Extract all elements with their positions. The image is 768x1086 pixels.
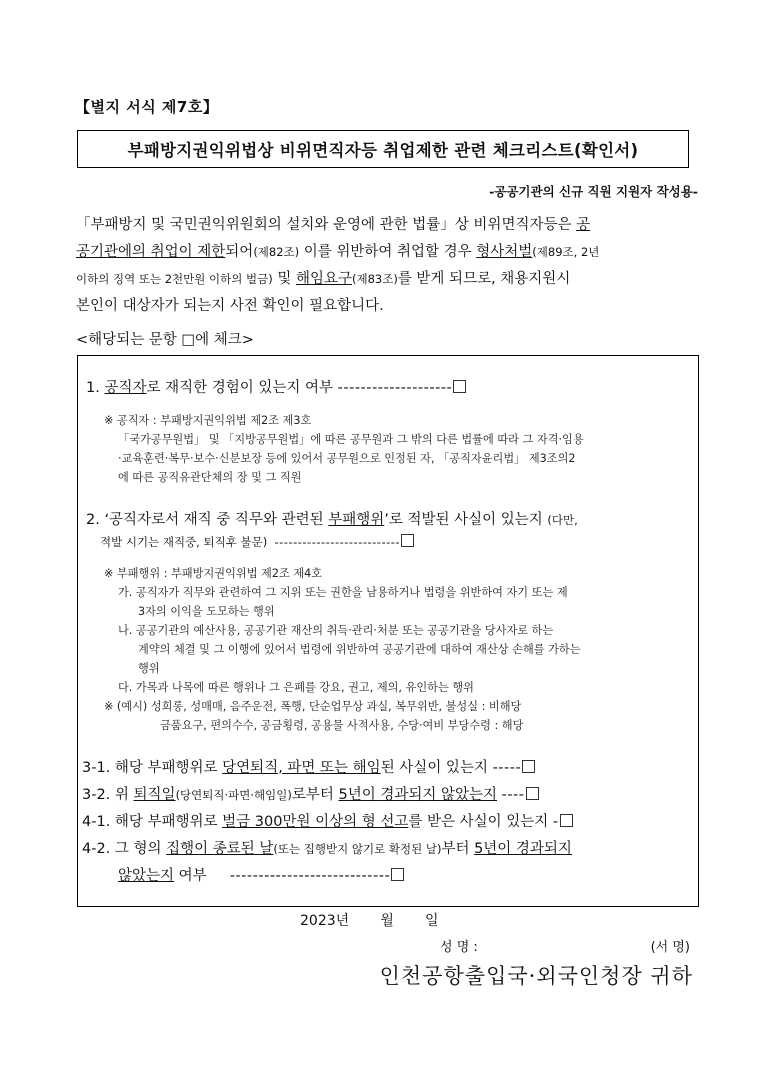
- audience-note: -공공기관의 신규 직원 지원자 작성용-: [489, 184, 698, 199]
- question-2-line-1: 2. ‘공직자로서 재직 중 직무와 관련된 부패행위’로 적발된 사실이 있는지 (다만,: [86, 512, 578, 528]
- document-title-box: [77, 130, 689, 168]
- checkbox-q2[interactable]: [401, 534, 414, 547]
- intro-line-1: 「부패방지 및 국민권익위원회의 설치와 운영에 관한 법률」상 비위면직자등은 공: [76, 217, 591, 233]
- q2-note: ※ 부패행위 : 부패방지권익위법 제2조 제4호 가. 공직자가 직무와 관련하여 그 지위 또는 권한을 남용하거나 법령을 위반하여 자기 또는 제 3자의 이익을 도모하는 행위 나. 공공기관의 예산사용, 공공기관 재산의 취득·관리·처분 또는 공공기관을 당사자로 하는 계약의 체결 및 그 이행에 있어서 법령에 위반하여 공공기관에 대하여 재산상 손해를 가하는 행위 다. 가목과 나목에 따른 행위나 그 은폐를 강요, 권고, 제의, 유인하는 행위 ※ (예시) 성희롱, 성매매, 음주운전, 폭행, 단순업무상 과실, 복무위반, 불성실 : 비해당 금품요구, 편의수수, 공금횡령, 공용물 사적사용, 수당·여비 부당수령 : 해당: [104, 567, 581, 732]
- q1-note: ※ 공직자 : 부패방지권익위법 제2조 제3호 「국가공무원법」 및 「지방공무원법」에 따른 공무원과 그 밖의 다른 법률에 따라 그 자격·임용 ·교육훈련·복무·보수·신분보장 등에 있어서 공무원으로 인정된 자, 「공직자윤리법」 제3조의2 에 따른 공직유관단체의 장 및 그 직원: [104, 414, 584, 484]
- name-label: 성 명 :: [440, 940, 478, 955]
- question-2-line-2: 적발 시기는 재직중, 퇴직후 불문) ---------------------------: [100, 534, 414, 550]
- document-title: 부패방지권익위법상 비위면직자등 취업제한 관련 체크리스트(확인서): [127, 141, 639, 160]
- checkbox-q4-1[interactable]: [560, 814, 573, 827]
- checkbox-q4-2[interactable]: [391, 868, 404, 881]
- checkbox-q3-1[interactable]: [522, 760, 535, 773]
- question-1: 1. 공직자로 재직한 경험이 있는지 여부 --------------------: [86, 376, 466, 397]
- date-line: 2023년 월 일: [300, 913, 439, 929]
- question-4-2-line-1: 4-2. 그 형의 집행이 종료된 날(또는 집행받지 않기로 확정된 날)부터 5년이 경과되지: [82, 841, 572, 857]
- question-3-1: 3-1. 해당 부패행위로 당연퇴직, 파면 또는 해임된 사실이 있는지 -----: [82, 756, 535, 777]
- signature-mark: (서 명): [650, 940, 690, 955]
- intro-line-3: 이하의 징역 또는 2천만원 이하의 벌금) 및 해임요구(제83조)를 받게 되므로, 채용지원시: [76, 271, 571, 287]
- checklist-box: [77, 355, 699, 907]
- signature-line: [440, 936, 690, 955]
- checkbox-q3-2[interactable]: [526, 787, 539, 800]
- checkbox-q1[interactable]: [453, 380, 466, 393]
- intro-line-2: 공기관에의 취업이 제한되어(제82조) 이를 위반하여 취업할 경우 형사처벌(제89조, 2년: [76, 244, 600, 260]
- question-3-2: 3-2. 위 퇴직일(당연퇴직·파면·해임일)로부터 5년이 경과되지 않았는지 ----: [82, 783, 539, 804]
- question-4-1: 4-1. 해당 부패행위로 벌금 300만원 이상의 형 선고를 받은 사실이 있는지 -: [82, 810, 573, 831]
- intro-line-4: 본인이 대상자가 되는지 사전 확인이 필요합니다.: [76, 298, 384, 314]
- intro-paragraph: [76, 212, 696, 320]
- addressee: 인천공항출입국·외국인청장 귀하: [379, 964, 693, 988]
- check-instruction: <해당되는 문항 □에 체크>: [76, 332, 254, 348]
- question-4-2-line-2: 않았는지 여부 ----------------------------: [118, 864, 404, 885]
- form-number: 【별지 서식 제7호】: [75, 98, 219, 116]
